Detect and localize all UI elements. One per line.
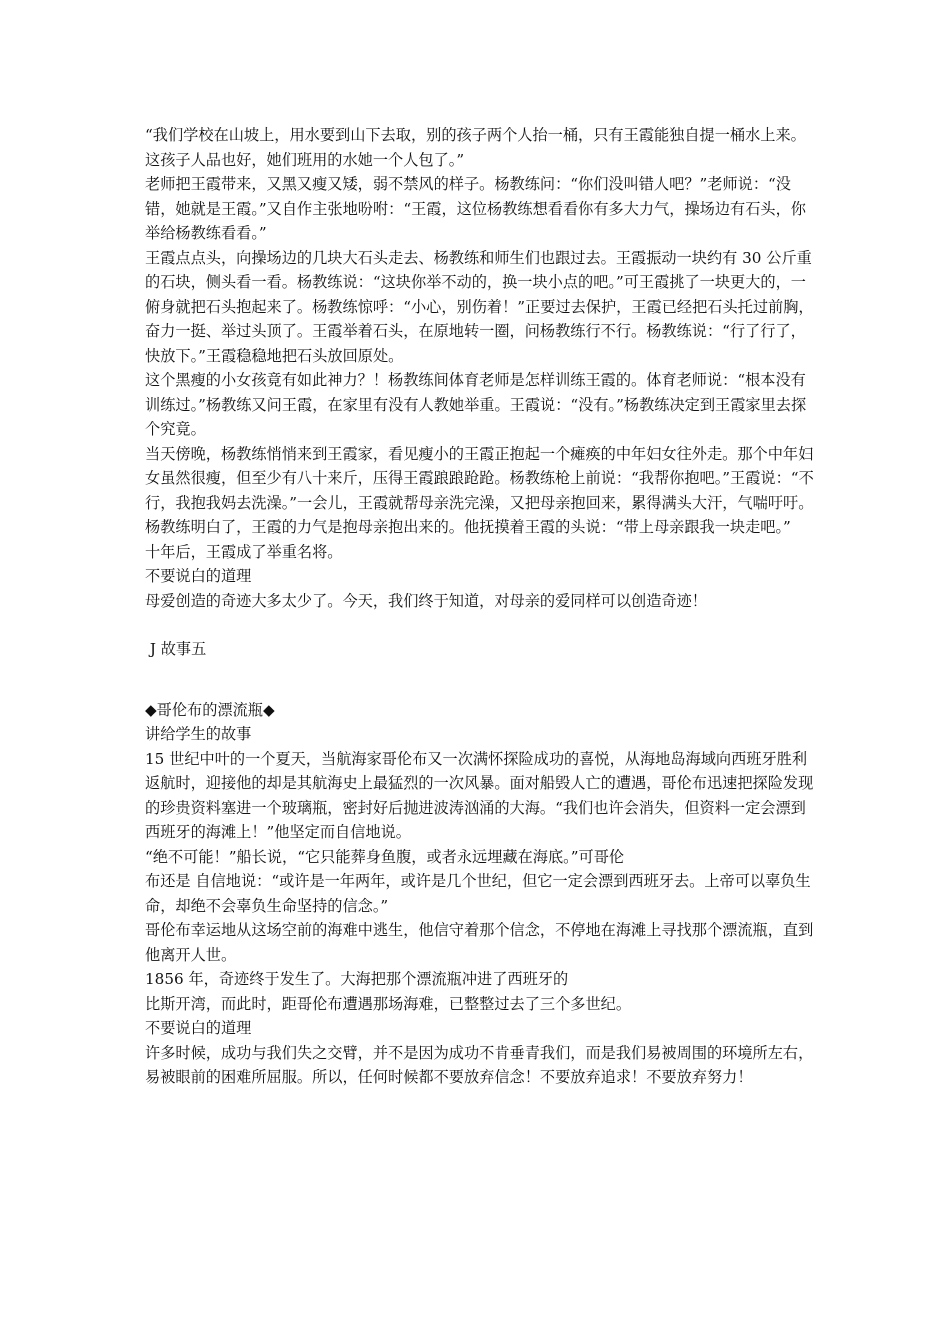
story5-paragraph-6: 比斯开湾，而此时，距哥伦布遭遇那场海难，已整整过去了三个多世纪。	[145, 994, 631, 1013]
story4-paragraph-7: 十年后，王霞成了举重名将。	[145, 542, 343, 561]
story4-paragraph-6: 杨教练明白了，王霞的力气是抱母亲抱出来的。他抚摸着王霞的头说：“带上母亲跟我一块走吧。”	[145, 518, 791, 536]
story5-paragraph-1: 15 世纪中叶的一个夏天，当航海家哥伦布又一次满怀探险成功的喜悦，从海地岛海域向西班牙胜利返航时，迎接他的却是其航海史上最猛烈的一次风暴。面对船毁人亡的遭遇，哥伦布迅速把探险发现的珍贵资料塞进一个玻璃瓶，密封好后抛进波涛汹涌的大海。“我们也许会消失，但资料一定会漂到西班牙的海滩上！”他坚定而自信地说。	[145, 749, 814, 841]
story5-paragraph-2: “绝不可能！”船长说，“它只能葬身鱼腹，或者永远埋藏在海底。”可哥伦	[145, 847, 625, 866]
story4-paragraph-2: 老师把王霞带来，又黑又瘦又矮，弱不禁风的样子。杨教练问：“你们没叫错人吧？”老师说：“没错，她就是王霞。”又自作主张地吩咐：“王霞，这位杨教练想看看你有多大力气，操场边有石头，你举给杨教练看看。”	[145, 175, 806, 242]
story4-paragraph-5: 当天傍晚，杨教练悄悄来到王霞家，看见瘦小的王霞正抱起一个瘫痪的中年妇女往外走。那个中年妇女虽然很瘦，但至少有八十来斤，压得王霞踉踉跄跄。杨教练枪上前说：“我帮你抱吧。”王霞说：“不行，我抱我妈去洗澡。”一会儿，王霞就帮母亲洗完澡，又把母亲抱回来，累得满头大汗，气喘吁吁。	[145, 444, 814, 512]
story5-paragraph-4: 哥伦布幸运地从这场空前的海难中逃生，他信守着那个信念，不停地在海滩上寻找那个漂流瓶，直到他离开人世。	[145, 921, 814, 964]
story4-paragraph-1: “我们学校在山坡上，用水要到山下去取，别的孩子两个人抬一桶，只有王霞能独自提一桶水上来。这孩子人品也好，她们班用的水她一个人包了。”	[145, 126, 806, 169]
story4-paragraph-3: 王霞点点头，向操场边的几块大石头走去、杨教练和师生们也跟过去。王霞振动一块约有 30 公斤重的石块，侧头看一看。杨教练说：“这块你举不动的，换一块小点的吧。”可王霞挑了一块更大的，一俯身就把石头抱起来了。杨教练惊呼：“小心，别伤着！”正要过去保护，王霞已经把石头托过前胸，奋力一挺、举过头顶了。王霞举着石头，在原地转一圈，问杨教练行不行。杨教练说：“行了行了，快放下。”王霞稳稳地把石头放回原处。	[145, 248, 814, 365]
story4-paragraph-4: 这个黑瘦的小女孩竟有如此神力？！杨教练间体育老师是怎样训练王霞的。体育老师说：“根本没有训练过。”杨教练又问王霞，在家里有没有人教她举重。王霞说：“没有。”杨教练决定到王霞家里去探个究竟。	[145, 371, 807, 438]
story5-paragraph-3: 布还是 自信地说：“或许是一年两年，或许是几个世纪，但它一定会漂到西班牙去。上帝可以辜负生命，却绝不会辜负生命坚持的信念。”	[145, 872, 811, 915]
document-page	[145, 123, 815, 1090]
story5-subtitle: 讲给学生的故事	[145, 725, 252, 743]
story4-moral-heading: 不要说白的道理	[145, 567, 252, 585]
story5-heading: J 故事五	[145, 640, 207, 658]
story4-moral-text: 母爱创造的奇迹大多太少了。今天，我们终于知道，对母亲的爱同样可以创造奇迹！	[145, 591, 707, 610]
spacer	[145, 662, 815, 698]
spacer	[145, 613, 815, 637]
story5-moral-text: 许多时候，成功与我们失之交臂，并不是因为成功不肯垂青我们，而是我们易被周围的环境所左右，易被眼前的困难所屈服。所以，任何时候都不要放弃信念！不要放弃追求！不要放弃努力！	[145, 1043, 814, 1086]
story5-moral-heading: 不要说白的道理	[145, 1019, 252, 1037]
story5-title: ◆哥伦布的漂流瓶◆	[145, 700, 275, 719]
story5-paragraph-5: 1856 年，奇迹终于发生了。大海把那个漂流瓶冲进了西班牙的	[145, 970, 569, 988]
